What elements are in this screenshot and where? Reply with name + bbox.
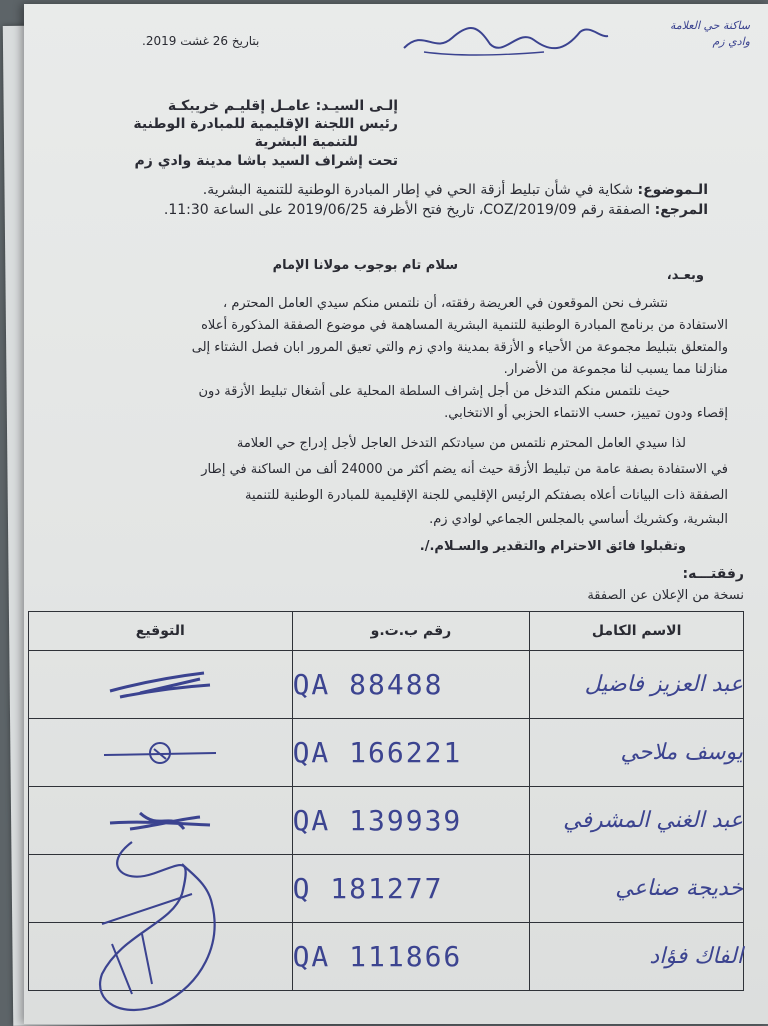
addressee-line-2: رئيس اللجنة الإقليمية للمبادرة الوطنية	[133, 116, 398, 132]
table-row	[29, 719, 744, 787]
transition: وبعـد،	[666, 268, 704, 283]
table-header-row	[29, 612, 744, 651]
body-line-1: نتشرف نحن الموقعون في العريضة رفقته، أن نلتمس منكم سيدي العامل المحترم ،	[223, 296, 668, 311]
petition-page	[24, 4, 768, 1024]
signature-icon	[100, 801, 220, 841]
row-signature	[29, 787, 293, 855]
sender-signature-icon	[394, 18, 614, 62]
header-signature: التوقيع	[29, 612, 293, 651]
reference-label: المرجع:	[654, 202, 708, 218]
signature-icon	[100, 665, 220, 705]
attachment-item: نسخة من الإعلان عن الصفقة	[587, 588, 744, 603]
addressee-line-3: للتنمية البشرية	[254, 134, 358, 150]
signature-icon	[100, 733, 220, 773]
body-line-8: في الاستفادة بصفة عامة من تبليط الأزقة حيث أنه يضم أكثر من 24000 ألف من الساكنة في إطار	[201, 462, 728, 477]
row-name: الفاك فؤاد	[530, 923, 744, 991]
signatures-table	[28, 611, 744, 991]
row-id: QA 111866	[292, 923, 530, 991]
header-full-name: الاسم الكامل	[530, 612, 744, 651]
row-name: عبد العزيز فاضيل	[530, 651, 744, 719]
addressee-line-1: إلـى السيـد: عامـل إقليـم خريبكـة	[167, 98, 398, 114]
row-signature	[29, 923, 293, 991]
body-line-2: الاستفادة من برنامج المبادرة الوطنية للتنمية البشرية المساهمة في موضوع الصفقة المذكورة أعلاه	[201, 318, 728, 333]
sender-line-1: ساكنة حي العلامة	[669, 19, 750, 32]
table-row	[29, 651, 744, 719]
row-id: Q 181277	[292, 855, 530, 923]
sender-line-2: وادي زم	[712, 35, 750, 48]
sender-block	[670, 18, 750, 50]
row-id: QA 139939	[292, 787, 530, 855]
sender-signature-text: السعيد بيجع	[501, 40, 507, 41]
table-row	[29, 787, 744, 855]
row-signature	[29, 855, 293, 923]
row-signature	[29, 651, 293, 719]
table-row	[29, 855, 744, 923]
row-id: QA 166221	[292, 719, 530, 787]
subject-text: شكاية في شأن تبليط أزقة الحي في إطار المبادرة الوطنية للتنمية البشرية.	[202, 182, 634, 198]
table-row	[29, 923, 744, 991]
reference-text: الصفقة رقم COZ/2019/09، تاريخ فتح الأظرفة 2019/06/25 على الساعة 11:30.	[163, 202, 651, 218]
header-id-number: رقم ب.ت.و	[292, 612, 530, 651]
attachments-label: رفقتـــه:	[682, 566, 744, 582]
closing: وتقبلوا فائق الاحترام والتقدير والسـلام./.	[419, 539, 686, 554]
letter-date: بتاريخ 26 غشت 2019.	[142, 34, 260, 48]
body-line-10: البشرية، وكشريك أساسي بالمجلس الجماعي لوادي زم.	[429, 512, 728, 527]
body-line-9: الصفقة ذات البيانات أعلاه بصفتكم الرئيس الإقليمي للجنة الإقليمية للمبادرة الوطنية للتنمية	[244, 488, 728, 503]
row-name: خديجة صناعي	[530, 855, 744, 923]
subject-line	[203, 182, 708, 198]
addressee-line-4: تحت إشراف السيد باشا مدينة وادي زم	[134, 153, 398, 169]
body-line-6: إقصاء ودون تمييز، حسب الانتماء الحزبي أو الانتخابي.	[444, 406, 728, 421]
greeting: سلام تام بوجوب مولانا الإمام	[272, 258, 458, 273]
body-line-3: والمتعلق بتبليط مجموعة من الأحياء و الأزقة بمدينة وادي زم والتي تعيق المرور ابان فصل الشتاء إلى	[191, 340, 728, 355]
row-id: QA 88488	[292, 651, 530, 719]
reference-line	[164, 202, 708, 218]
body-line-4: منازلنا مما يسبب لنا مجموعة من الأضرار.	[503, 362, 728, 377]
row-name: يوسف ملاحي	[530, 719, 744, 787]
body-line-5: حيث نلتمس منكم التدخل من أجل إشراف السلطة المحلية على أشغال تبليط الأزقة دون	[198, 384, 670, 399]
row-signature	[29, 719, 293, 787]
body-line-7: لذا سيدي العامل المحترم نلتمس من سيادتكم التدخل العاجل لأجل إدراج حي العلامة	[236, 436, 686, 451]
row-name: عبد الغني المشرفي	[530, 787, 744, 855]
subject-label: الـموضوع:	[637, 182, 708, 198]
